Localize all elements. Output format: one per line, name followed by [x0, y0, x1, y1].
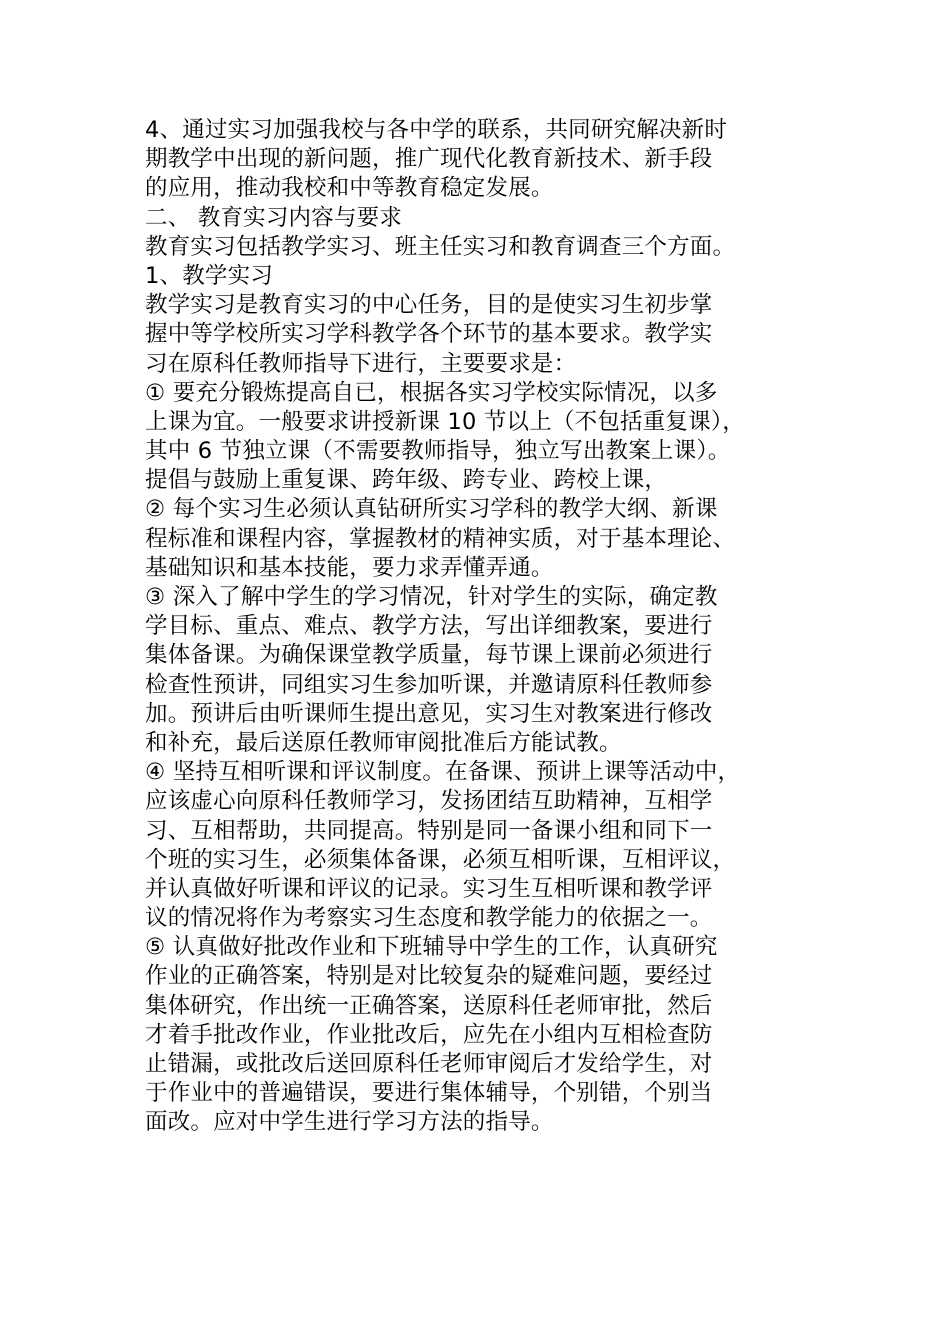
text-line: 基础知识和基本技能，要力求弄懂弄通。 [145, 554, 554, 581]
section-heading: 二、 教育实习内容与要求 [145, 204, 403, 231]
text-line: 作业的正确答案，特别是对比较复杂的疑难问题，要经过 [145, 963, 713, 990]
text-line: ④ 坚持互相听课和评议制度。在备课、预讲上课等活动中， [145, 759, 741, 786]
text-line: 集体备课。为确保课堂教学质量，每节课上课前必须进行 [145, 642, 713, 669]
text-line: ⑤ 认真做好批改作业和下班辅导中学生的工作，认真研究 [145, 934, 718, 961]
text-line: 教育实习包括教学实习、班主任实习和教育调查三个方面。 [145, 233, 736, 260]
text-line: 上课为宜。一般要求讲授新课 10 节以上（不包括重复课）， [145, 408, 745, 435]
text-line: 其中 6 节独立课（不需要教师指导，独立写出教案上课）。 [145, 438, 731, 465]
text-line: ① 要充分锻炼提高自已，根据各实习学校实际情况，以多 [145, 379, 718, 406]
text-line: 检查性预讲，同组实习生参加听课，并邀请原科任教师参 [145, 671, 713, 698]
text-line: 教学实习是教育实习的中心任务，目的是使实习生初步掌 [145, 292, 713, 319]
subsection-heading: 1、教学实习 [145, 262, 274, 289]
text-line: 期教学中出现的新问题，推广现代化教育新技术、新手段 [145, 146, 713, 173]
text-line: 并认真做好听课和评议的记录。实习生互相听课和教学评 [145, 875, 713, 902]
text-line: 止错漏，或批改后送回原科任老师审阅后才发给学生，对 [145, 1051, 713, 1077]
text-line: 习、互相帮助，共同提高。特别是同一备课小组和同下一 [145, 817, 713, 844]
text-line: 面改。应对中学生进行学习方法的指导。 [145, 1109, 554, 1136]
text-line: 的应用，推动我校和中等教育稳定发展。 [145, 175, 554, 202]
text-line: 集体研究，作出统一正确答案，送原科任老师审批，然后 [145, 992, 713, 1019]
text-line: 议的情况将作为考察实习生态度和教学能力的依据之一。 [145, 905, 713, 932]
text-line: 应该虚心向原科任教师学习，发扬团结互助精神，互相学 [145, 788, 713, 815]
text-line: 才着手批改作业，作业批改后，应先在小组内互相检查防 [145, 1021, 713, 1048]
text-line: 提倡与鼓励上重复课、跨年级、跨专业、跨校上课， [145, 467, 668, 494]
text-line: 习在原科任教师指导下进行，主要要求是： [145, 350, 577, 377]
text-line: 握中等学校所实习学科教学各个环节的基本要求。教学实 [145, 321, 713, 348]
text-line: 加。预讲后由听课师生提出意见，实习生对教案进行修改 [145, 700, 713, 727]
text-line: 和补充，最后送原任教师审阅批准后方能试教。 [145, 729, 622, 756]
text-line: ③ 深入了解中学生的学习情况，针对学生的实际，确定教 [145, 584, 718, 610]
document-body [145, 116, 815, 1138]
text-line: 学目标、重点、难点、教学方法，写出详细教案，要进行 [145, 613, 713, 640]
text-line: 程标准和课程内容，掌握教材的精神实质，对于基本理论、 [145, 525, 736, 552]
text-line: 4、通过实习加强我校与各中学的联系，共同研究解决新时 [145, 117, 728, 143]
text-line: 个班的实习生，必须集体备课，必须互相听课，互相评议， [145, 846, 736, 873]
text-line: 于作业中的普遍错误，要进行集体辅导，个别错，个别当 [145, 1080, 713, 1107]
text-line: ② 每个实习生必须认真钻研所实习学科的教学大纲、新课 [145, 496, 718, 523]
